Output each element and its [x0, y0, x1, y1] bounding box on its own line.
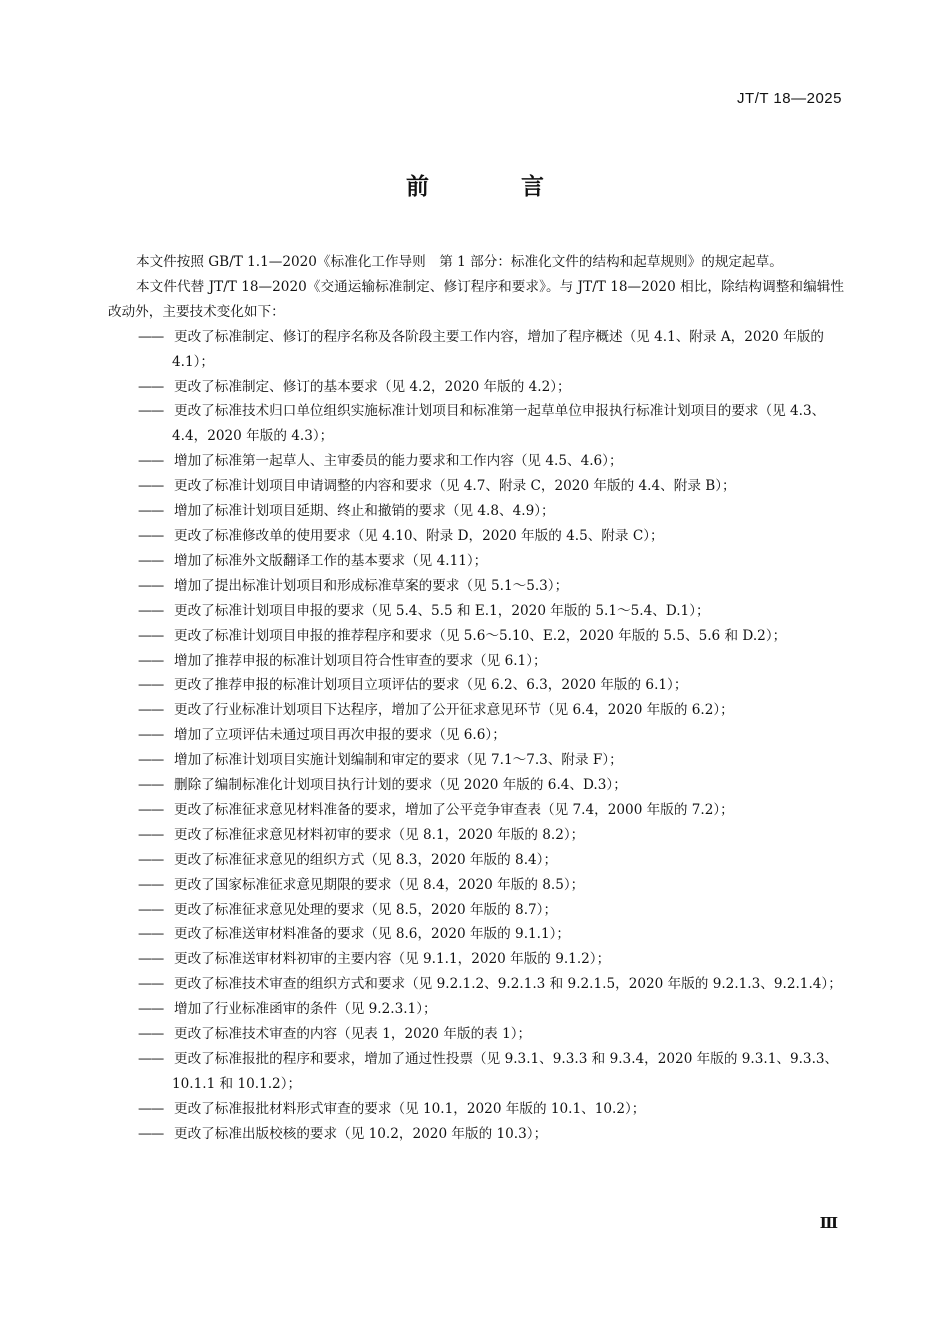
list-item [108, 649, 844, 674]
list-item [108, 922, 844, 947]
document-code: JT/T 18—2025 [737, 90, 842, 107]
list-item-text: 更改了标准计划项目申报的要求（见 5.4、5.5 和 E.1，2020 年版的 5.1～5.4、D.1）； [174, 602, 710, 619]
list-item-text: 更改了标准征求意见处理的要求（见 8.5，2020 年版的 8.7）； [174, 901, 558, 918]
list-item [108, 972, 844, 997]
list-item [108, 1047, 844, 1097]
list-item-text: 增加了标准第一起草人、主审委员的能力要求和工作内容（见 4.5、4.6）； [174, 453, 623, 470]
list-item-text: 更改了标准制定、修订的基本要求（见 4.2，2020 年版的 4.2）； [174, 378, 571, 395]
list-item-text: 增加了立项评估未通过项目再次申报的要求（见 6.6）； [174, 727, 506, 744]
list-item [108, 848, 844, 873]
list-item-text: 增加了提出标准计划项目和形成标准草案的要求（见 5.1～5.3）； [174, 577, 569, 594]
list-item [108, 823, 844, 848]
list-item [108, 723, 844, 748]
list-dash: —— [138, 602, 164, 619]
list-dash: —— [138, 652, 164, 669]
list-item-text: 更改了标准出版校核的要求（见 10.2，2020 年版的 10.3）； [174, 1125, 548, 1142]
list-item-text: 更改了国家标准征求意见期限的要求（见 8.4，2020 年版的 8.5）； [174, 876, 585, 893]
list-item [108, 1122, 844, 1147]
list-item [108, 574, 844, 599]
list-item [108, 499, 844, 524]
change-list [108, 325, 844, 1147]
list-item-text: 更改了标准修改单的使用要求（见 4.10、附录 D，2020 年版的 4.5、附录 C）； [174, 527, 664, 544]
list-item [108, 474, 844, 499]
list-item-text: 更改了标准制定、修订的程序名称及各阶段主要工作内容，增加了程序概述（见 4.1、附录 A，2020 年版的 4.1）； [172, 328, 824, 370]
list-dash: —— [138, 1125, 164, 1142]
list-item-text: 更改了标准技术审查的组织方式和要求（见 9.2.1.2、9.2.1.3 和 9.2.1.5，2020 年版的 9.2.1.3、9.2.1.4）； [174, 976, 842, 993]
list-item [108, 698, 844, 723]
list-item [108, 375, 844, 400]
list-item-text: 增加了标准计划项目延期、终止和撤销的要求（见 4.8、4.9）； [174, 503, 555, 520]
list-item [108, 748, 844, 773]
list-dash: —— [138, 926, 164, 943]
list-item-text: 更改了标准技术审查的内容（见表 1，2020 年版的表 1）； [174, 1026, 532, 1043]
list-item-text: 更改了标准征求意见材料准备的要求，增加了公平竞争审查表（见 7.4，2000 年版的 7.2）； [174, 801, 734, 818]
list-item [108, 524, 844, 549]
list-item-text: 增加了标准外文版翻译工作的基本要求（见 4.11）； [174, 552, 488, 569]
list-item-text: 更改了标准报批的程序和要求，增加了通过性投票（见 9.3.1、9.3.3 和 9.3.4，2020 年版的 9.3.1、9.3.3、10.1.1 和 10.1.2）； [172, 1051, 839, 1092]
list-dash: —— [138, 403, 164, 420]
intro-paragraph: 本文件代替 JT/T 18—2020《交通运输标准制定、修订程序和要求》。与 JT/T 18—2020 相比，除结构调整和编辑性改动外，主要技术变化如下： [108, 278, 844, 320]
list-dash: —— [138, 801, 164, 818]
list-dash: —— [138, 876, 164, 893]
list-item-text: 更改了标准征求意见的组织方式（见 8.3，2020 年版的 8.4）； [174, 851, 558, 868]
page-title: 前 言 [405, 174, 586, 200]
list-item [108, 773, 844, 798]
list-dash: —— [138, 552, 164, 569]
list-item-text: 增加了推荐申报的标准计划项目符合性审查的要求（见 6.1）； [174, 652, 547, 669]
list-item-text: 更改了标准计划项目申报的推荐程序和要求（见 5.6～5.10、E.2，2020 年版的 5.5、5.6 和 D.2）； [174, 627, 787, 644]
list-dash: —— [138, 901, 164, 918]
list-item [108, 947, 844, 972]
list-item-text: 更改了标准送审材料准备的要求（见 8.6，2020 年版的 9.1.1）； [174, 926, 571, 943]
list-item [108, 325, 844, 375]
list-dash: —— [138, 677, 164, 694]
list-dash: —— [138, 851, 164, 868]
list-item-text: 更改了行业标准计划项目下达程序，增加了公开征求意见环节（见 6.4，2020 年版的 6.2）； [174, 702, 734, 719]
list-item [108, 624, 844, 649]
list-dash: —— [138, 702, 164, 719]
list-dash: —— [138, 976, 164, 993]
list-dash: —— [138, 527, 164, 544]
list-dash: —— [138, 951, 164, 968]
list-dash: —— [138, 328, 164, 345]
intro-paragraph: 本文件按照 GB/T 1.1—2020《标准化工作导则 第 1 部分：标准化文件的结构和起草规则》的规定起草。 [136, 254, 783, 270]
list-item [108, 449, 844, 474]
list-dash: —— [138, 503, 164, 520]
list-item [108, 873, 844, 898]
list-item-text: 更改了标准技术归口单位组织实施标准计划项目和标准第一起草单位申报执行标准计划项目的要求（见 4.3、4.4，2020 年版的 4.3）； [172, 403, 826, 445]
list-item-text: 删除了编制标准化计划项目执行计划的要求（见 2020 年版的 6.4、D.3）； [174, 777, 627, 794]
list-dash: —— [138, 1001, 164, 1018]
list-item [108, 599, 844, 624]
list-dash: —— [138, 752, 164, 769]
list-item [108, 549, 844, 574]
list-dash: —— [138, 378, 164, 395]
list-dash: —— [138, 1051, 164, 1067]
list-dash: —— [138, 777, 164, 794]
list-item-text: 更改了标准送审材料初审的主要内容（见 9.1.1，2020 年版的 9.1.2）； [174, 951, 611, 968]
list-dash: —— [138, 577, 164, 594]
document-body [108, 250, 844, 1147]
list-dash: —— [138, 1100, 164, 1117]
list-dash: —— [138, 826, 164, 843]
list-item [108, 673, 844, 698]
list-item-text: 增加了行业标准函审的条件（见 9.2.3.1）； [174, 1001, 437, 1018]
list-item [108, 798, 844, 823]
list-item [108, 1097, 844, 1122]
list-item [108, 399, 844, 449]
list-dash: —— [138, 1026, 164, 1043]
list-dash: —— [138, 478, 164, 495]
list-dash: —— [138, 453, 164, 470]
list-item-text: 更改了标准征求意见材料初审的要求（见 8.1，2020 年版的 8.2）； [174, 826, 585, 843]
list-item-text: 更改了推荐申报的标准计划项目立项评估的要求（见 6.2、6.3，2020 年版的 6.1）； [174, 677, 688, 694]
page-number: Ⅲ [819, 1214, 838, 1232]
list-item [108, 898, 844, 923]
list-dash: —— [138, 627, 164, 644]
list-item-text: 更改了标准报批材料形式审查的要求（见 10.1，2020 年版的 10.1、10.2）； [174, 1100, 646, 1117]
list-item [108, 1022, 844, 1047]
list-item-text: 更改了标准计划项目申请调整的内容和要求（见 4.7、附录 C，2020 年版的 4.4、附录 B）； [174, 478, 736, 495]
list-item-text: 增加了标准计划项目实施计划编制和审定的要求（见 7.1～7.3、附录 F）； [174, 752, 623, 769]
list-dash: —— [138, 727, 164, 744]
list-item [108, 997, 844, 1022]
